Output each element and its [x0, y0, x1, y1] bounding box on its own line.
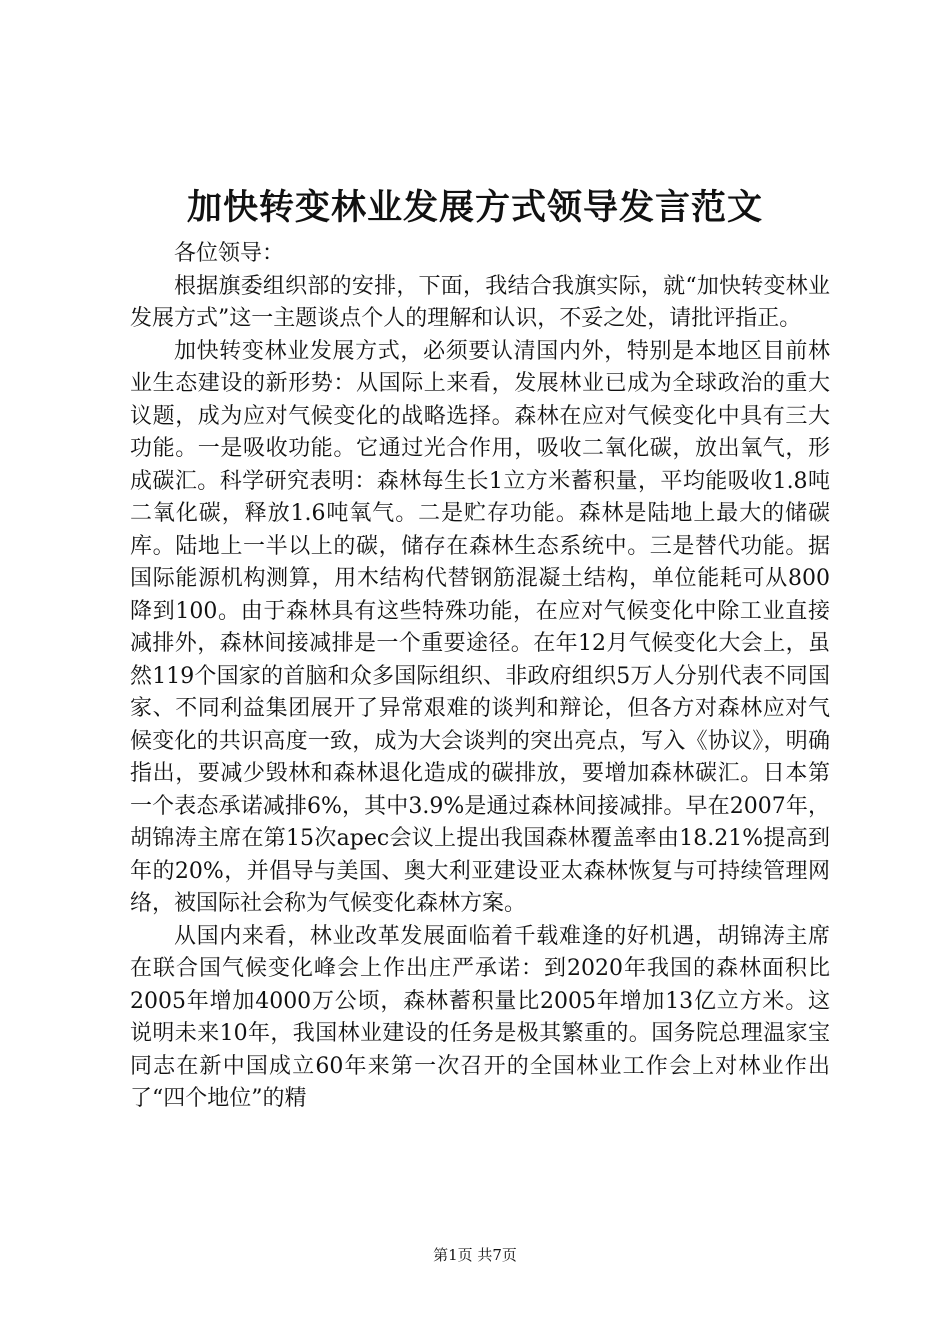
paragraph-3: 从国内来看，林业改革发展面临着千载难逢的好机遇，胡锦涛主席在联合国气候变化峰会上作出庄严承诺：到2020年我国的森林面积比2005年增加4000万公顷，森林蓄积量比2005年增加13亿立方米。这说明未来10年，我国林业建设的任务是极其繁重的。国务院总理温家宝同志在新中国成立60年来第一次召开的全国林业工作会上对林业作出了“四个地位”的精: [130, 923, 830, 1111]
paragraph-1: 根据旗委组织部的安排，下面，我结合我旗实际，就“加快转变林业发展方式”这一主题谈点个人的理解和认识，不妥之处，请批评指正。: [130, 273, 830, 331]
page-footer: 第1页 共7页: [433, 1246, 517, 1264]
document-title: 加快转变林业发展方式领导发言范文: [186, 187, 763, 228]
salutation: 各位领导：: [174, 241, 285, 266]
document-body: [130, 238, 830, 1116]
paragraph-2: 加快转变林业发展方式，必须要认清国内外，特别是本地区目前林业生态建设的新形势：从国际上来看，发展林业已成为全球政治的重大议题，成为应对气候变化的战略选择。森林在应对气候变化中具有三大功能。一是吸收功能。它通过光合作用，吸收二氧化碳，放出氧气，形成碳汇。科学研究表明：森林每生长1立方米蓄积量，平均能吸收1.8吨二氧化碳，释放1.6吨氧气。二是贮存功能。森林是陆地上最大的储碳库。陆地上一半以上的碳，储存在森林生态系统中。三是替代功能。据国际能源机构测算，用木结构代替钢筋混凝土结构，单位能耗可从800降到100。由于森林具有这些特殊功能，在应对气候变化中除工业直接减排外，森林间接减排是一个重要途径。在年12月气候变化大会上，虽然119个国家的首脑和众多国际组织、非政府组织5万人分别代表不同国家、不同利益集团展开了异常艰难的谈判和辩论，但各方对森林应对气候变化的共识高度一致，成为大会谈判的突出亮点，写入《协议》，明确指出，要减少毁林和森林退化造成的碳排放，要增加森林碳汇。日本第一个表态承诺减排6%，其中3.9%是通过森林间接减排。早在2007年，胡锦涛主席在第15次apec会议上提出我国森林覆盖率由18.21%提高到年的20%，并倡导与美国、奥大利亚建设亚太森林恢复与可持续管理网络，被国际社会称为气候变化森林方案。: [130, 338, 830, 916]
